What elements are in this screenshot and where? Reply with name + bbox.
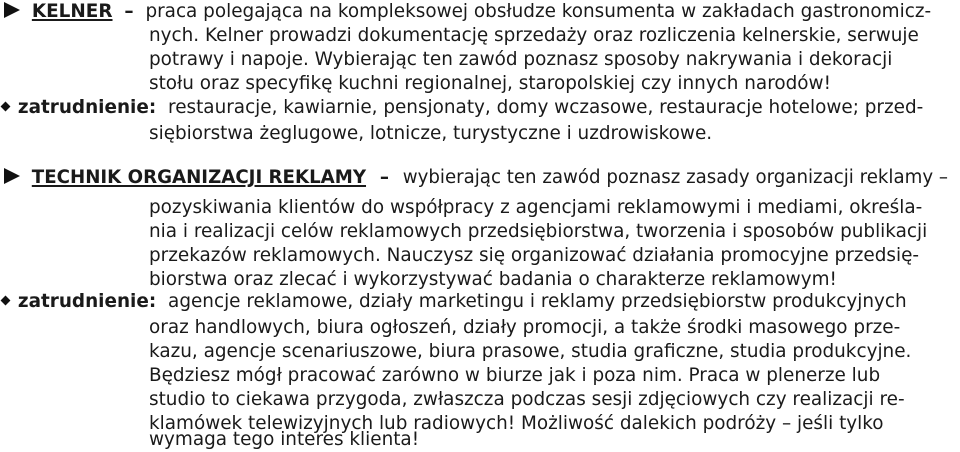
kelner-text-line: potrawy i napoje. Wybierając ten zawód poznasz sposoby nakrywania i dekoracji — [149, 49, 893, 70]
technik-text-line: pozyskiwania klientów do współpracy z agencjami reklamowymi i mediami, określa- — [149, 197, 923, 218]
kelner-text-line: praca polegająca na kompleksowej obsłudze konsumenta w zakładach gastronomicz- — [145, 1, 932, 22]
arrow-right-icon — [4, 168, 20, 184]
employment-text: kazu, agencje scenariuszowe, biura prasowe, studia graficzne, studia produkcyjne. — [149, 341, 912, 362]
arrow-right-icon — [4, 2, 20, 18]
technik-text-line: biorstwa oraz zlecać i wykorzystywać badania o charakterze reklamowym! — [149, 269, 837, 290]
kelner-text-line: stołu oraz specyfikę kuchni regionalnej, staropolskiej czy innych narodów! — [149, 73, 831, 94]
kelner-text-line: nych. Kelner prowadzi dokumentację sprzedaży oraz rozliczenia kelnerskie, serwuje — [149, 25, 919, 46]
kelner-dash: – — [124, 1, 134, 22]
kelner-title: KELNER — [31, 1, 113, 22]
technik-text-line: nia i realizacji celów reklamowych przedsiębiorstwa, tworzenia i sposobów publikacji — [149, 221, 928, 242]
technik-text-line: wybierając ten zawód poznasz zasady organizacji reklamy – — [402, 167, 948, 188]
technik-dash: – — [379, 167, 389, 188]
employment-text: agencje reklamowe, działy marketingu i reklamy przedsiębiorstw produkcyjnych — [168, 291, 907, 312]
technik-text-line: przekazów reklamowych. Nauczysz się organizować działania promocyjne przedsię- — [149, 245, 920, 266]
employment-text: oraz handlowych, biura ogłoszeń, działy promocji, a także środki masowego prze- — [149, 317, 901, 338]
employment-text: Będziesz mógł pracować zarówno w biurze jak i poza nim. Praca w plenerze lub — [149, 365, 881, 386]
technik-employment-line — [0, 290, 907, 314]
employment-text: klamówek telewizyjnych lub radiowych! Możliwość dalekich podróży – jeśli tylko — [149, 413, 884, 434]
diamond-bullet-icon — [1, 102, 11, 112]
diamond-bullet-icon — [1, 296, 11, 306]
kelner-employment-line — [0, 96, 923, 120]
employment-text: wymaga tego interes klienta! — [149, 429, 420, 450]
employment-text: restauracje, kawiarnie, pensjonaty, domy wczasowe, restauracje hotelowe; przed- — [168, 97, 924, 118]
technik-line-1 — [4, 166, 948, 190]
employment-label: zatrudnienie: — [17, 291, 157, 312]
kelner-line-1 — [4, 0, 954, 24]
employment-label: zatrudnienie: — [17, 97, 157, 118]
technik-title: TECHNIK ORGANIZACJI REKLAMY — [31, 167, 367, 188]
employment-text: siębiorstwa żeglugowe, lotnicze, turystyczne i uzdrowiskowe. — [149, 123, 713, 144]
employment-text: studio to ciekawa przygoda, zwłaszcza podczas sesji zdjęciowych czy realizacji re- — [149, 389, 905, 410]
